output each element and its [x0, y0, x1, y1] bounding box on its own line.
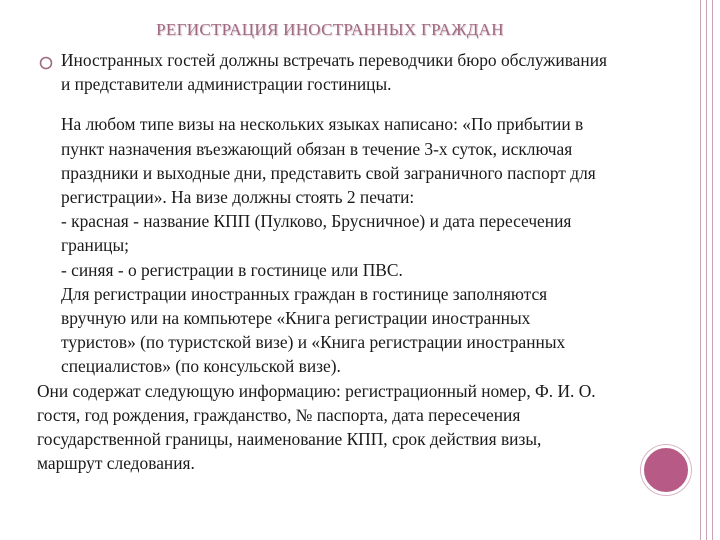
text-line: вручную или на компьютере «Книга регистрации иностранных [61, 308, 531, 329]
slide-right-border [698, 0, 720, 540]
text-line: Иностранных гостей должны встречать переводчики бюро обслуживания [61, 50, 608, 70]
text-line: специалистов» (по консульской визе). [61, 356, 341, 377]
decorative-circle [641, 445, 691, 495]
slide-title: РЕГИСТРАЦИЯ ИНОСТРАННЫХ ГРАЖДАН [156, 20, 504, 39]
text-line: Для регистрации иностранных граждан в гостинице заполняются [61, 283, 548, 304]
text-line: - синяя - о регистрации в гостинице или ПВС. [61, 259, 403, 280]
text-line: - красная - название КПП (Пулково, Брусничное) и дата пересечения [61, 211, 572, 232]
text-line: маршрут следования. [37, 453, 195, 474]
paragraph-2 [0, 112, 700, 378]
slide-body [0, 48, 700, 475]
text-line: туристов» (по туристской визе) и «Книга регистрации иностранных [61, 332, 566, 353]
text-line: и представители администрации гостиницы. [61, 74, 392, 95]
text-line: регистрации». На визе должны стоять 2 печати: [61, 187, 415, 208]
paragraph-1 [0, 48, 700, 96]
text-line: государственной границы, наименование КПП, срок действия визы, [37, 429, 542, 450]
text-line: гостя, год рождения, гражданство, № паспорта, дата пересечения [37, 404, 521, 425]
text-line: границы; [61, 235, 129, 256]
text-line: пункт назначения въезжающий обязан в течение 3-х суток, исключая [61, 138, 573, 159]
border-line-1 [700, 0, 701, 540]
paragraph-3 [0, 379, 700, 476]
text-line: Они содержат следующую информацию: регистрационный номер, Ф. И. О. [37, 380, 596, 401]
text-line: праздники и выходные дни, представить свой заграничного паспорт для [61, 162, 596, 183]
text-line: На любом типе визы на нескольких языках написано: «По прибытии в [61, 114, 584, 135]
border-line-3 [712, 0, 713, 540]
border-line-2 [706, 0, 707, 540]
